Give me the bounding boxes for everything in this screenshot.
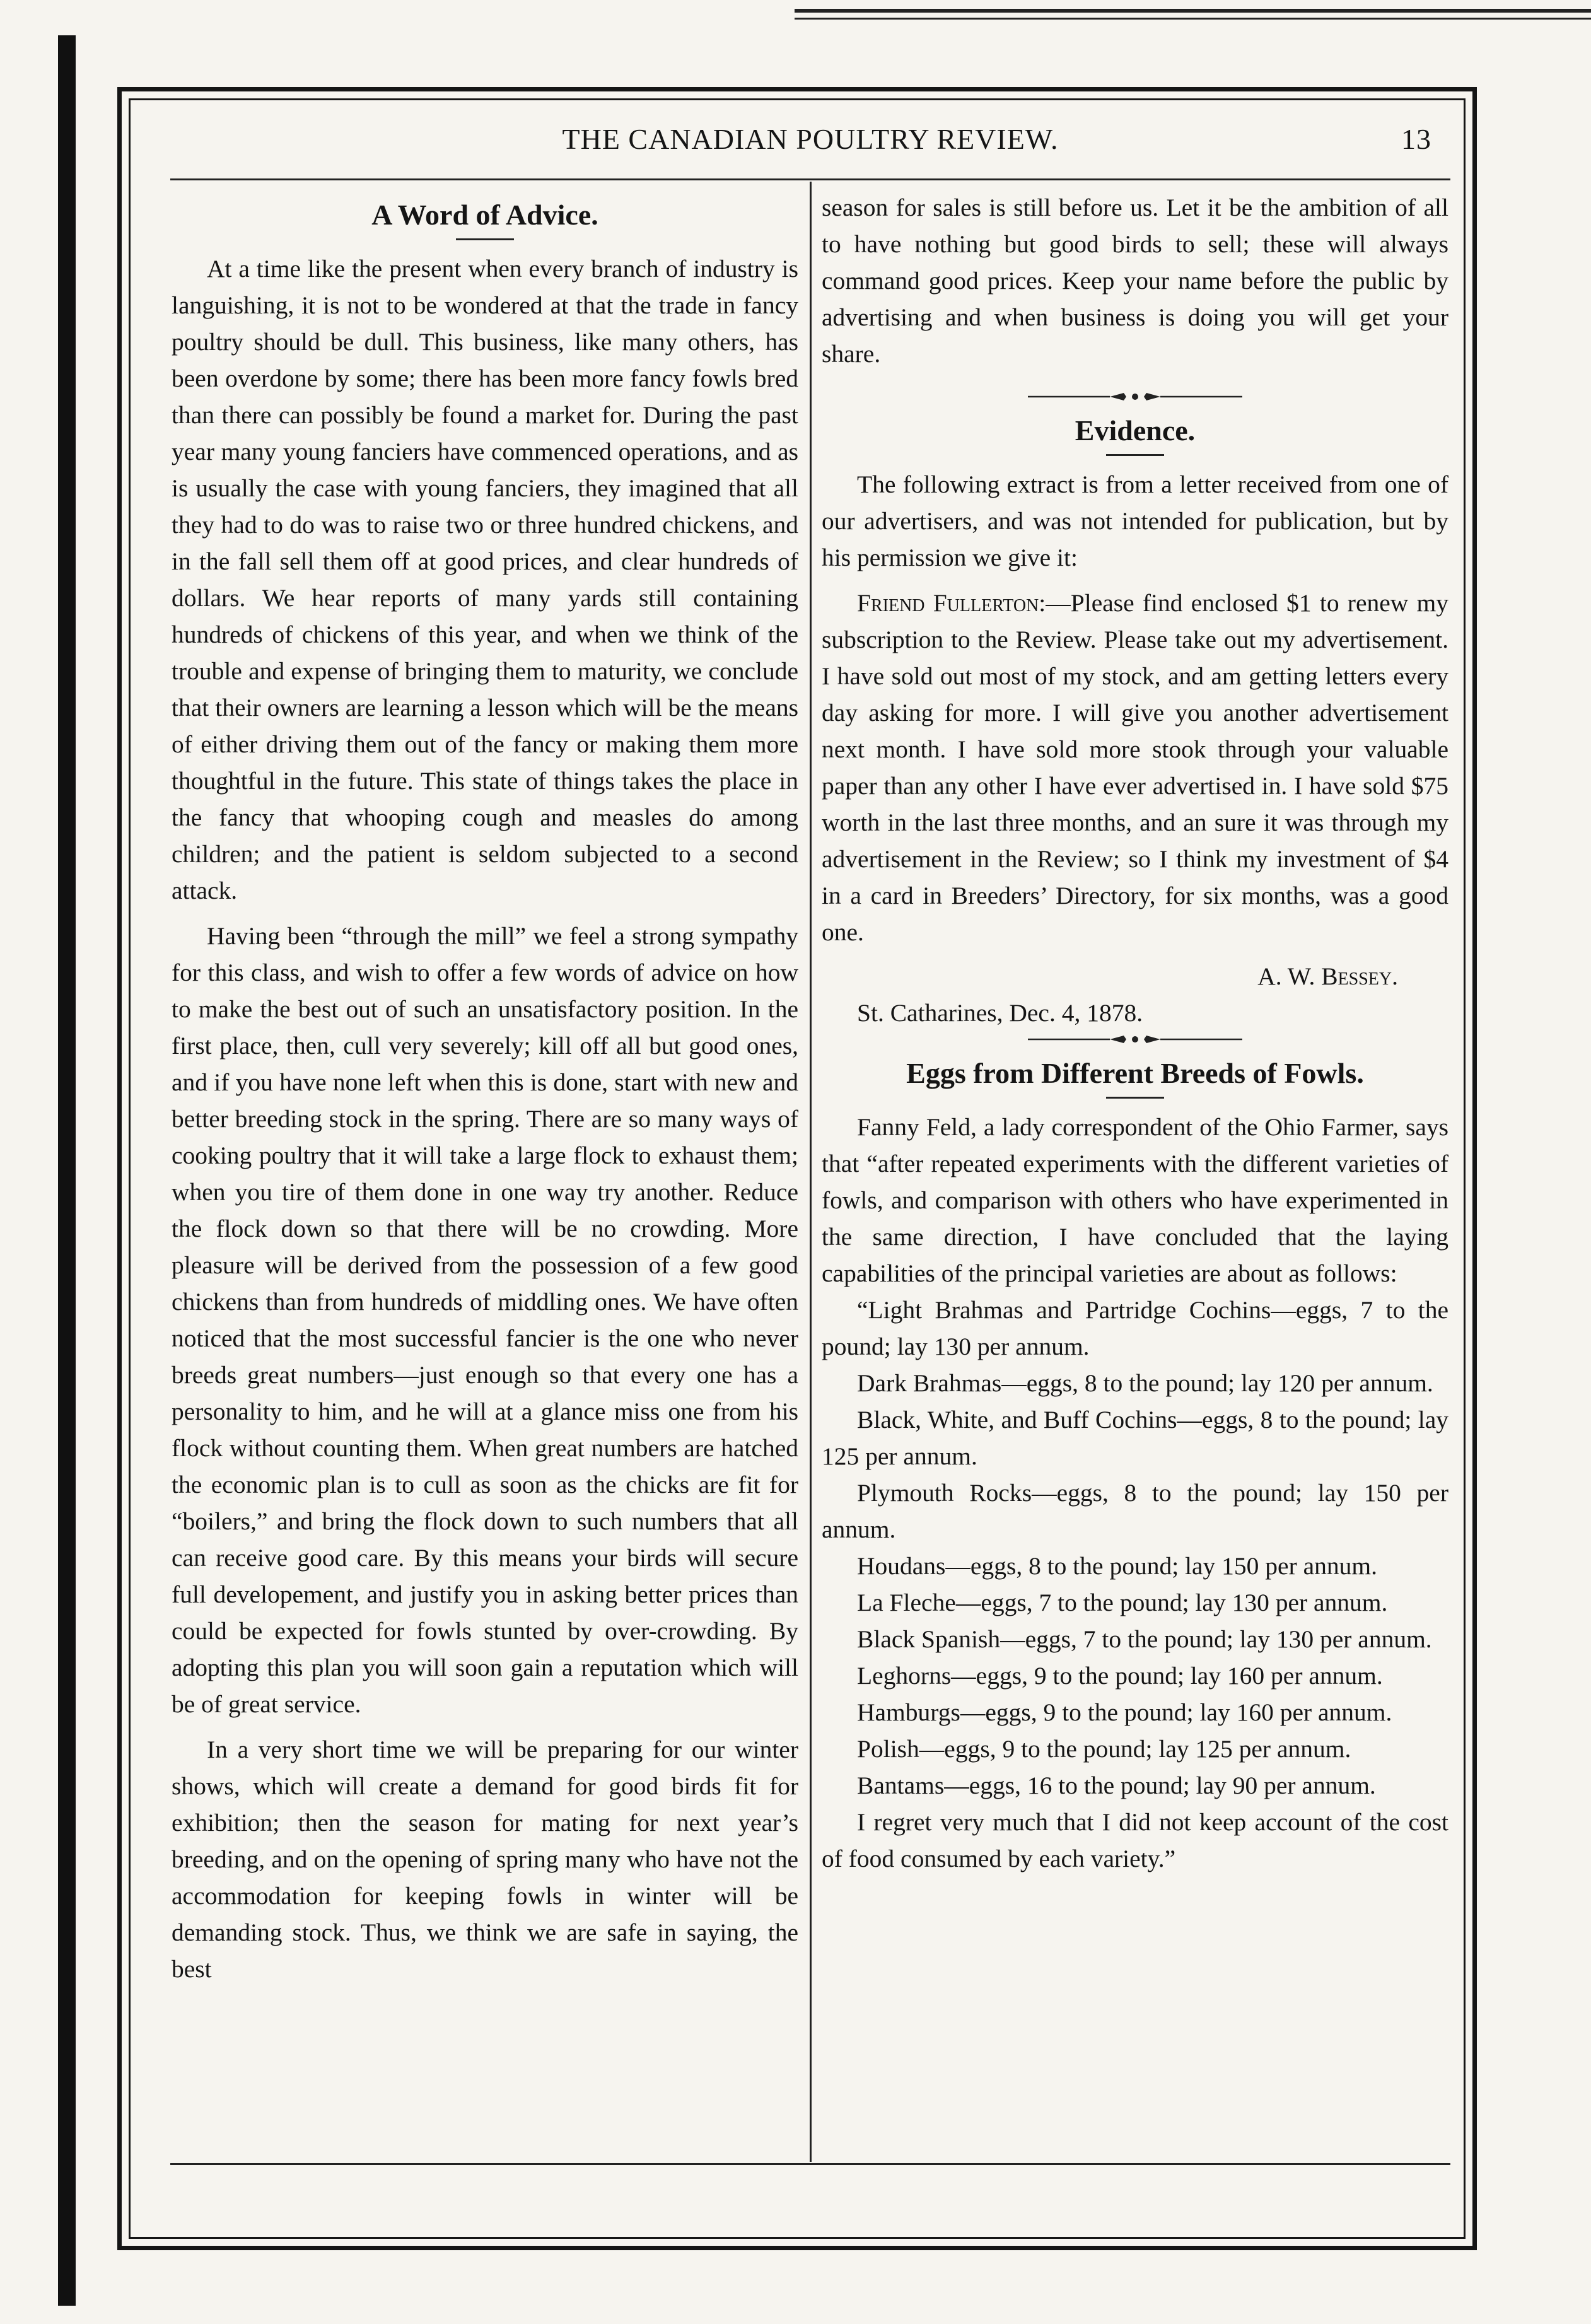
top-rule <box>795 9 1591 13</box>
breed-entry: Bantams—eggs, 16 to the pound; lay 90 per annum. <box>857 1772 1376 1799</box>
breed-entry: Hamburgs—eggs, 9 to the pound; lay 160 per annum. <box>857 1698 1392 1726</box>
breed-entry: Leghorns—eggs, 9 to the pound; lay 160 per annum. <box>857 1662 1383 1690</box>
title-rule <box>456 238 514 240</box>
breed-entry: “Light Brahmas and Partridge Cochins—eggs, 7 to the pound; lay 130 per annum. <box>822 1296 1448 1360</box>
running-header <box>177 120 1444 170</box>
breed-entry: Dark Brahmas—eggs, 8 to the pound; lay 120 per annum. <box>857 1369 1433 1397</box>
letter-salutation: Friend Fullerton: <box>857 589 1046 617</box>
letter-signature: A. W. Bessey. <box>1257 962 1398 990</box>
eggs-intro: Fanny Feld, a lady correspondent of the Ohio Farmer, says that “after repeated experiments with the different varieties of fowls, and comparison with others who have experimented in the same direction, I have concluded that the laying capabilities of the principal varieties are about as follows: <box>822 1113 1448 1287</box>
breed-entry: La Fleche—eggs, 7 to the pound; lay 130 per annum. <box>857 1589 1388 1616</box>
top-rule-thin <box>795 18 1591 20</box>
breed-entry: Plymouth Rocks—eggs, 8 to the pound; lay 150 per annum. <box>822 1479 1448 1543</box>
breed-entry: Black Spanish—eggs, 7 to the pound; lay 130 per annum. <box>857 1625 1432 1653</box>
article-title-eggs: Eggs from Different Breeds of Fowls. <box>906 1057 1364 1089</box>
letter-place-date: St. Catharines, Dec. 4, 1878. <box>857 999 1143 1027</box>
binding-strip <box>58 35 76 2306</box>
advice-paragraph-2: Having been “through the mill” we feel a strong sympathy for this class, and wish to offer a few words of advice on how to make the best out of such an unsatisfactory position. In the first place, then, cull very severely; kill off all but good ones, and if you have none left when this is done, start with new and better breeding stock in the spring. There are so many ways of cooking poultry that it will take a large flock to exhaust them; when you tire of them done in one way try another. Reduce the flock down so that there will be no crowding. More pleasure will be derived from the possession of a few good chickens than from hundreds of middling ones. We have often noticed that the most successful fancier is the one who never breeds great numbers—just enough so that every one has a personality to him, and he will at a glance miss one from his flock without counting them. When great numbers are hatched the economic plan is to cull as soon as the chicks are fit for “boilers,” and bring the flock down to such numbers that all can receive good care. By this means your birds will secure full developement, and justify you in asking better prices than could be expected for fowls stunted by over-crowding. By adopting this plan you will soon gain a reputation which will be of great service. <box>172 922 798 1718</box>
right-column <box>822 189 1448 1877</box>
advice-continuation: season for sales is still before us. Let it be the ambition of all to have nothing but good birds to sell; these will always command good prices. Keep your name before the public by advertising and when business is doing you will get your share. <box>822 194 1448 368</box>
article-title-evidence: Evidence. <box>1075 414 1196 447</box>
advice-paragraph-3: In a very short time we will be preparing for our winter shows, which will create a demand for good birds fit for exhibition; then the season for mating for next year’s breeding, and on the opening of spring many who have not the accommodation for keeping fowls in winter will be demanding stock. Thus, we think we are safe in saying, the best <box>172 1736 798 1983</box>
ornament-divider-icon <box>822 1034 1448 1045</box>
evidence-letter <box>822 585 1448 950</box>
article-title-advice: A Word of Advice. <box>371 199 598 231</box>
bottom-rule <box>170 2163 1450 2165</box>
breed-entry: Polish—eggs, 9 to the pound; lay 125 per annum. <box>857 1735 1351 1763</box>
title-rule <box>1106 454 1164 456</box>
breed-entry: Houdans—eggs, 8 to the pound; lay 150 per annum. <box>857 1552 1377 1580</box>
column-divider <box>810 182 812 2162</box>
title-rule <box>1106 1097 1164 1099</box>
eggs-closing: I regret very much that I did not keep account of the cost of food consumed by each variety.” <box>822 1808 1448 1872</box>
header-rule <box>170 178 1450 180</box>
breed-entry: Black, White, and Buff Cochins—eggs, 8 to the pound; lay 125 per annum. <box>822 1406 1448 1470</box>
left-column <box>172 189 798 1987</box>
evidence-intro: The following extract is from a letter received from one of our advertisers, and was not intended for publication, but by his permission we give it: <box>822 470 1448 571</box>
advice-paragraph-1: At a time like the present when every branch of industry is languishing, it is not to be wondered at that the trade in fancy poultry should be dull. This business, like many others, has been overdone by some; there has been more fancy fowls bred than there can possibly be found a market for. During the past year many young fanciers have commenced operations, and as is usually the case with young fanciers, they imagined that all they had to do was to raise two or three hundred chickens, and in the fall sell them off at good prices, and clear hundreds of dollars. We hear reports of many yards still containing hundreds of chickens of this year, and when we think of the trouble and expense of bringing them to maturity, we conclude that their owners are learning a lesson which will be the means of either driving them out of the fancy or making them more thoughtful in the future. This state of things takes the place in the fancy that whooping cough and measles do among children; and the patient is seldom subjected to a second attack. <box>172 255 798 904</box>
page-number: 13 <box>1401 123 1431 155</box>
journal-title: THE CANADIAN POULTRY REVIEW. <box>562 123 1059 155</box>
letter-body: —Please find enclosed $1 to renew my subscription to the Review. Please take out my advertisement. I have sold out most of my stock, and am getting letters every day asking for more. I will give you another advertisement next month. I have sold more stook through your valuable paper than any other I have ever advertised in. I have sold $75 worth in the last three months, and an sure it was through my advertisement in the Review; so I think my investment of $4 in a card in Breeders’ Directory, for six months, was a good one. <box>822 589 1448 946</box>
ornament-divider-icon <box>822 391 1448 402</box>
